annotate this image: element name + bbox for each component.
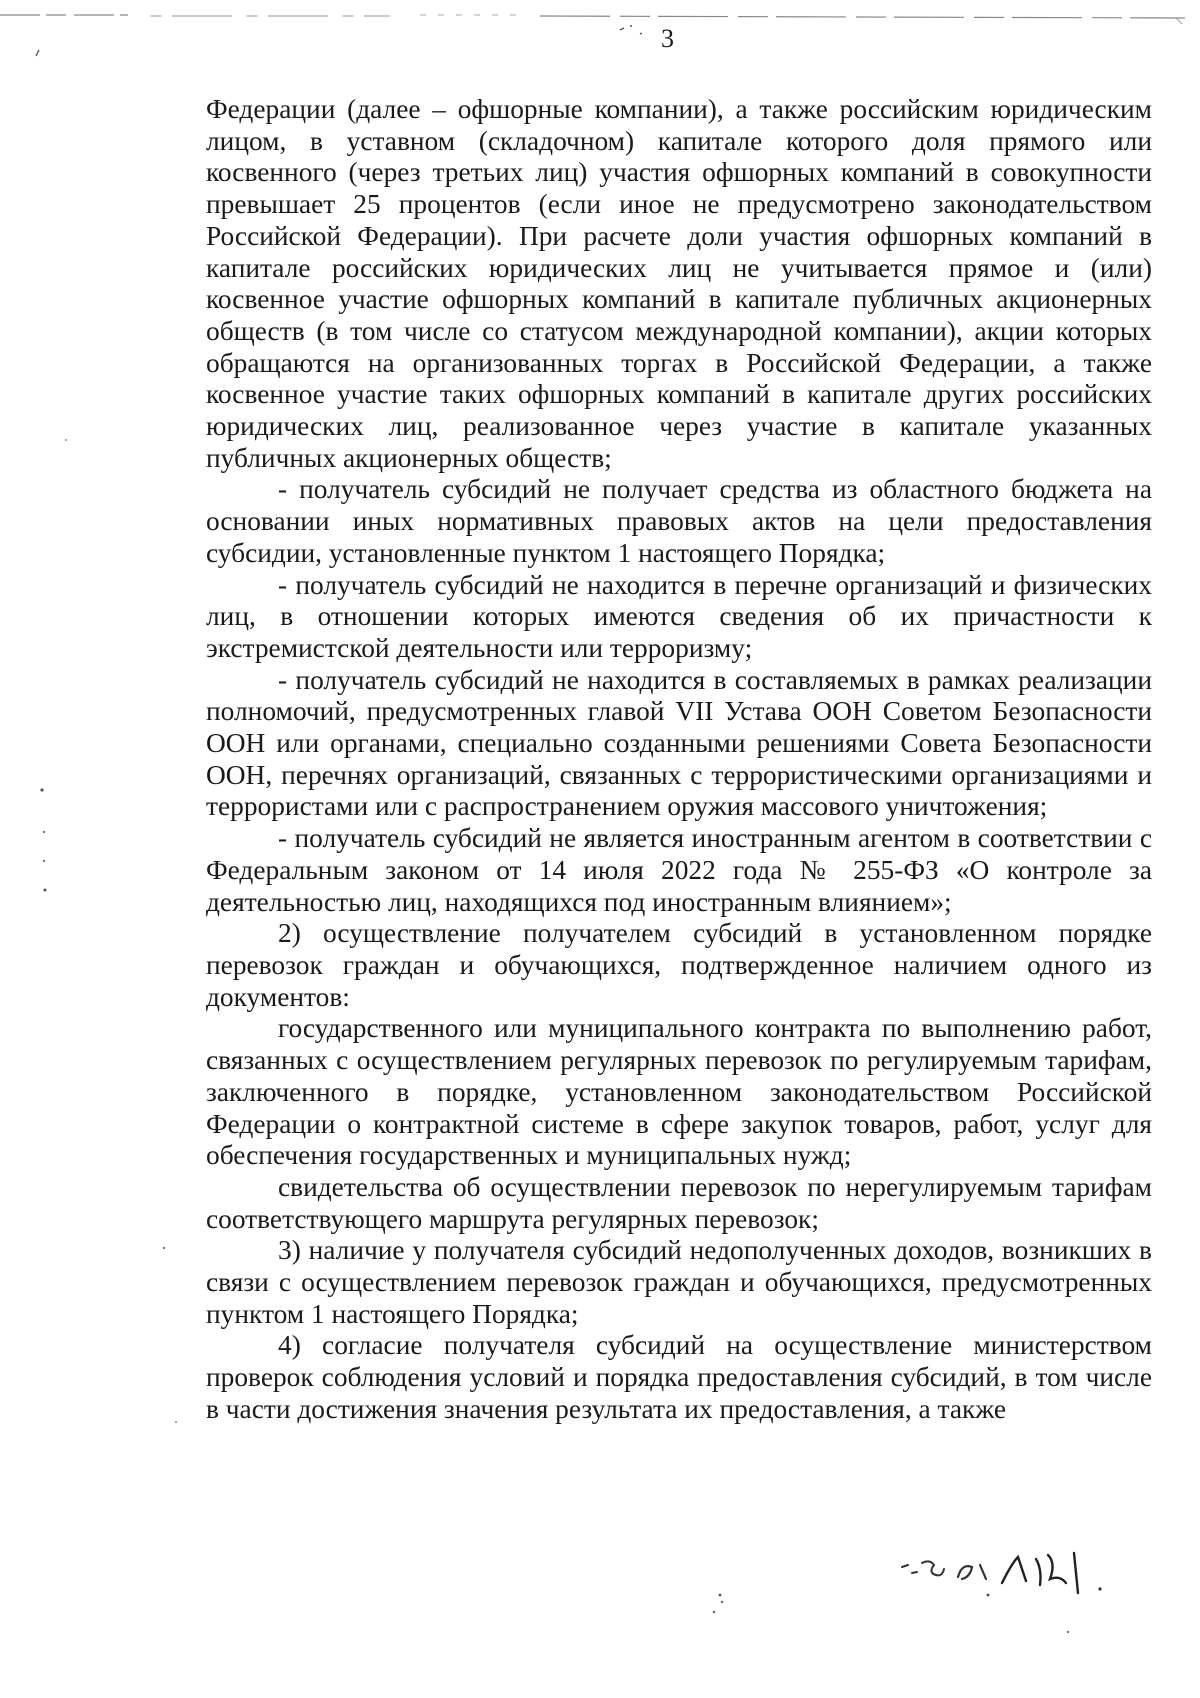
- paragraph: Федерации (далее – офшорные компании), а также российским юридическим лицом, в уставном (складочном) капитале которого доля прямого или косвенного (через третьих лиц) участия офшорных компаний в совокупности превышает 25 процентов (если иное не предусмотрено законодательством Российской Федерации). При расчете доли участия офшорных компаний в капитале российских юридических лиц не учитывается прямое и (или) косвенное участие офшорных компаний в капитале публичных акционерных обществ (в том числе со статусом международной компании), акции которых обращаются на организованных торгах в Российской Федерации, а также косвенное участие таких офшорных компаний в капитале других российских юридических лиц, реализованное через участие в капитале указанных публичных акционерных обществ;: [206, 94, 1152, 473]
- paragraph: государственного или муниципального контракта по выполнению работ, связанных с осуществлением регулярных перевозок по регулируемым тарифам, заключенного в порядке, установленном законодательством Российской Федерации о контрактной системе в сфере закупок товаров, работ, услуг для обеспечения государственных и муниципальных нужд;: [206, 1013, 1152, 1171]
- paragraph: - получатель субсидий не находится в составляемых в рамках реализации полномочий, предусмотренных главой VII Устава ООН Советом Безопасности ООН или органами, специально созданными решениями Совета Безопасности ООН, перечнях организаций, связанных с террористическими организациями и террористами или с распространением оружия массового уничтожения;: [206, 664, 1152, 822]
- scan-top-edge: [0, 10, 1200, 24]
- paragraph: - получатель субсидий не получает средства из областного бюджета на основании иных нормативных правовых актов на цели предоставления субсидии, установленные пунктом 1 настоящего Порядка;: [206, 474, 1152, 568]
- paragraph: - получатель субсидий не является иностранным агентом в соответствии с Федеральным законом от 14 июля 2022 года № 255-ФЗ «О контроле за деятельностью лиц, находящихся под иностранным влиянием»;: [206, 823, 1152, 917]
- paragraph: 3) наличие у получателя субсидий недополученных доходов, возникших в связи с осуществлением перевозок граждан и обучающихся, предусмотренных пунктом 1 настоящего Порядка;: [206, 1235, 1152, 1329]
- paragraph: 4) согласие получателя субсидий на осуществление министерством проверок соблюдения условий и порядка предоставления субсидий, в том числе в части достижения значения результата их предоставления, а также: [206, 1330, 1152, 1424]
- handwritten-initials-signature: [898, 1543, 1138, 1607]
- paragraph: 2) осуществление получателем субсидий в установленном порядке перевозок граждан и обучающихся, подтвержденное наличием одного из документов:: [206, 918, 1152, 1012]
- page-number: 3: [661, 24, 674, 53]
- document-body: [206, 94, 1152, 1426]
- paragraph: свидетельства об осуществлении перевозок по нерегулируемым тарифам соответствующего маршрута регулярных перевозок;: [206, 1171, 1152, 1234]
- paragraph: - получатель субсидий не находится в перечне организаций и физических лиц, в отношении которых имеются сведения об их причастности к экстремистской деятельности или терроризму;: [206, 569, 1152, 663]
